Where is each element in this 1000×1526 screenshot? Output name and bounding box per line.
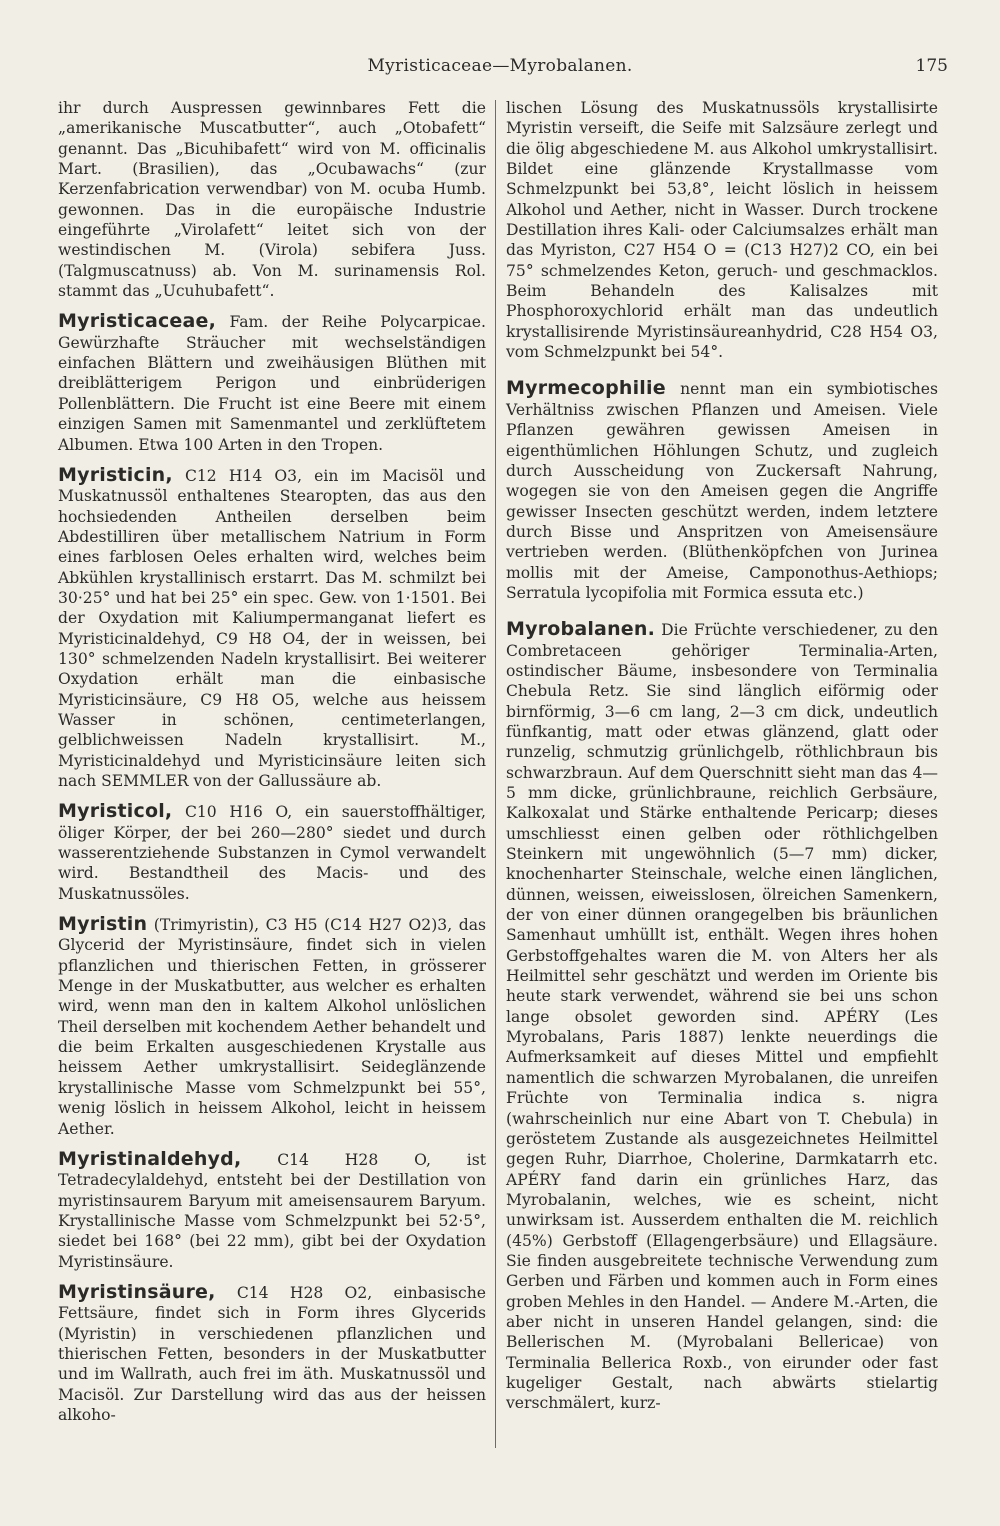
entry-headword: Myrobalanen. [506, 618, 656, 641]
entry-headword: Myristicaceae, [58, 310, 217, 333]
entry-myristicol [58, 801, 486, 904]
continued-paragraph: lischen Lösung des Muskatnussöls krystallisirte Myristin verseift, die Seife mit Salzsäure zerlegt und die ölig abgeschiedene M. aus Alkohol umkrystallisirt. Bildet eine glänzende Krystallmasse vom Schmelzpunkt bei 53,8°, leicht löslich in heissem Alkohol und Aether, nicht in Wasser. Durch trockene Destillation ihres Kali- oder Calciumsalzes erhält man das Myriston, C27 H54 O = (C13 H27)2 CO, ein bei 75° schmelzendes Keton, geruch- und geschmacklos. Beim Behandeln des Kalisalzes mit Phosphoroxychlorid erhält man das undeutlich krystallisirende Myristinsäureanhydrid, C28 H54 O3, vom Schmelzpunkt bei 54°. [506, 99, 938, 362]
entry-text: (Trimyristin), C3 H5 (C14 H27 O2)3, das Glycerid der Myristinsäure, findet sich in vielen pflanzlichen und thierischen Fetten, in grösserer Menge in der Muskatbutter, aus welcher es erhalten wird, wenn man den in kaltem Alkohol unlöslichen Theil derselben mit kochendem Aether behandelt und die beim Erkalten ausgeschiedenen Krystalle aus heissem Aether umkrystallisirt. Seideglänzende krystallinische Masse vom Schmelzpunkt bei 55°, wenig löslich in heissem Alkohol, leicht in heissem Aether. [58, 916, 486, 1138]
entry-headword: Myristinsäure, [58, 1280, 216, 1303]
entry-headword: Myristicin, [58, 463, 173, 486]
right-column [506, 98, 938, 1414]
entry-headword: Myristicol, [58, 800, 173, 823]
left-column [58, 98, 486, 1425]
entry-text: C10 H16 O, ein sauerstoffhältiger, öliger Körper, der bei 260—280° siedet und durch wasserentziehende Substanzen in Cymol verwandelt wird. Bestandtheil des Macis- und des Muskatnussöles. [58, 803, 486, 903]
entry-myrmecophilie [506, 378, 938, 603]
entry-text: C14 H28 O2, einbasische Fettsäure, findet sich in Form ihres Glycerids (Myristin) in verschiedenen pflanzlichen und thierischen Fetten, besonders in der Muskatbutter und im Wallrath, auch frei im äth. Muskatnussöl und Macisöl. Zur Darstellung wird das aus der heissen alkoho- [58, 1283, 486, 1424]
entry-myristinsaeure [58, 1282, 486, 1425]
entry-myristicaceae [58, 311, 486, 454]
entry-headword: Myristinaldehyd, [58, 1147, 242, 1170]
entry-text: nennt man ein symbiotisches Verhältniss zwischen Pflanzen und Ameisen. Viele Pflanzen gewähren gewissen Ameisen in eigenthümlichen Höhlungen Schutz, und zugleich durch Ausscheidung von Zuckersaft Nahrung, wogegen sie von den Ameisen gegen die Angriffe gewisser Insecten geschützt werden, indem letztere durch Bisse und Anspritzen von Ameisensäure vertrieben werden. (Blüthenköpfchen von Jurinea mollis mit der Ameise, Camponothus-Aethiops; Serratula lycopifolia mit Formica essuta etc.) [506, 380, 938, 602]
entry-headword: Myrmecophilie [506, 377, 666, 400]
entry-text: Die Früchte verschiedener, zu den Combretaceen gehöriger Terminalia-Arten, ostindischer Bäume, insbesondere von Terminalia Chebula Retz. Sie sind länglich eiförmig oder birnförmig, 3—6 cm lang, 2—3 cm dick, undeutlich fünfkantig, matt oder etwas glänzend, glatt oder runzelig, schmutzig grünlichgelb, röthlichbraun bis schwarzbraun. Auf dem Querschnitt sieht man das 4—5 mm dicke, grünlichbraune, reichlich Gerbsäure, Kalkoxalat und Stärke enthaltende Pericarp; dieses umschliesst einen gelben oder röthlichgelben Steinkern mit ungewöhnlich (5—7 mm) dicker, knochenharter Steinschale, welche einen länglichen, dünnen, weissen, eiweisslosen, ölreichen Samenkern, der von einer dünnen orangegelben bis bräunlichen Samenhaut umhüllt ist, enthält. Wegen ihres hohen Gerbstoffgehaltes waren die M. von Alters her als Heilmittel sehr geschätzt und werden im Oriente bis heute stark verwendet, während sie bei uns schon lange obsolet geworden sind. APÉRY (Les Myrobalans, Paris 1887) lenkte neuerdings die Aufmerksamkeit auf dieses Mittel und empfiehlt namentlich die schwarzen Myrobalanen, die unreifen Früchte von Terminalia indica s. nigra (wahrscheinlich nur eine Abart von T. Chebula) in geröstetem Zustande als ausgezeichnetes Heilmittel gegen Ruhr, Diarrhoe, Cholerine, Darmkatarrh etc. APÉRY fand darin ein grünliches Harz, das Myrobalanin, welches, wie es scheint, nicht unwirksam ist. Ausserdem enthalten die M. reichlich (45%) Gerbstoff (Ellagengerbsäure) und Ellagsäure. Sie finden ausgebreitete technische Verwendung zum Gerben und Färben und kommen auch in Form eines groben Mehles in den Handel. — Andere M.-Arten, die aber nicht in unseren Handel gelangen, sind: die Bellerischen M. (Myrobalani Bellericae) von Terminalia Bellerica Roxb., von eirunder oder fast kugeliger Gestalt, nach abwärts stielartig verschmälert, kurz- [506, 621, 939, 1413]
entry-myrobalanen [506, 619, 938, 1413]
entry-headword: Myristin [58, 913, 148, 936]
continued-paragraph: ihr durch Auspressen gewinnbares Fett die „amerikanische Muscatbutter“, auch „Otobafett“ genannt. Das „Bicuhibafett“ wird von M. officinalis Mart. (Brasilien), das „Ocubawachs“ (zur Kerzenfabrication verwendbar) von M. ocuba Humb. gewonnen. Das in die europäische Industrie eingeführte „Virolafett“ leitet sich von der westindischen M. (Virola) sebifera Juss. (Talgmuscatnuss) ab. Von M. surinamensis Rol. stammt das „Ucuhubafett“. [58, 99, 486, 301]
entry-myristicin [58, 465, 486, 792]
page-number: 175 [915, 56, 948, 76]
entry-text: C14 H28 O, ist Tetradecylaldehyd, entsteht bei der Destillation von myristinsaurem Baryum mit ameisensaurem Baryum. Krystallinische Masse vom Schmelzpunkt bei 52·5°, siedet bei 168° (bei 22 mm), gibt bei der Oxydation Myristinsäure. [58, 1150, 486, 1271]
column-divider [495, 100, 496, 1448]
running-title: Myristicaceae—Myrobalanen. [367, 56, 633, 76]
entry-myristinaldehyd [58, 1149, 486, 1272]
entry-text: C12 H14 O3, ein im Macisöl und Muskatnussöl enthaltenes Stearopten, das aus den hochsiedenden Antheilen derselben beim Abdestilliren über metallischem Natrium in Form eines farblosen Oeles erhalten wird, welches beim Abkühlen krystallinisch erstarrt. Das M. schmilzt bei 30·25° und hat bei 25° ein spec. Gew. von 1·1501. Bei der Oxydation mit Kaliumpermanganat liefert es Myristicinaldehyd, C9 H8 O4, der in weissen, bei 130° schmelzenden Nadeln krystallisirt. Bei weiterer Oxydation erhält man die einbasische Myristicinsäure, C9 H8 O5, welche aus heissem Wasser in schönen, centimeterlangen, gelblichweissen Nadeln krystallisirt. M., Myristicinaldehyd und Myristicinsäure leiten sich nach SEMMLER von der Gallussäure ab. [58, 466, 486, 790]
page-header [0, 52, 1000, 82]
entry-myristin [58, 914, 486, 1139]
entry-text: Fam. der Reihe Polycarpicae. Gewürzhafte Sträucher mit wechselständigen einfachen Blättern und zweihäusigen Blüthen mit dreiblätterigem Perigon und einbrüderigen Pollenblättern. Die Frucht ist eine Beere mit einem einzigen Samen mit Samenmantel und zerklüftetem Albumen. Etwa 100 Arten in den Tropen. [58, 313, 486, 454]
